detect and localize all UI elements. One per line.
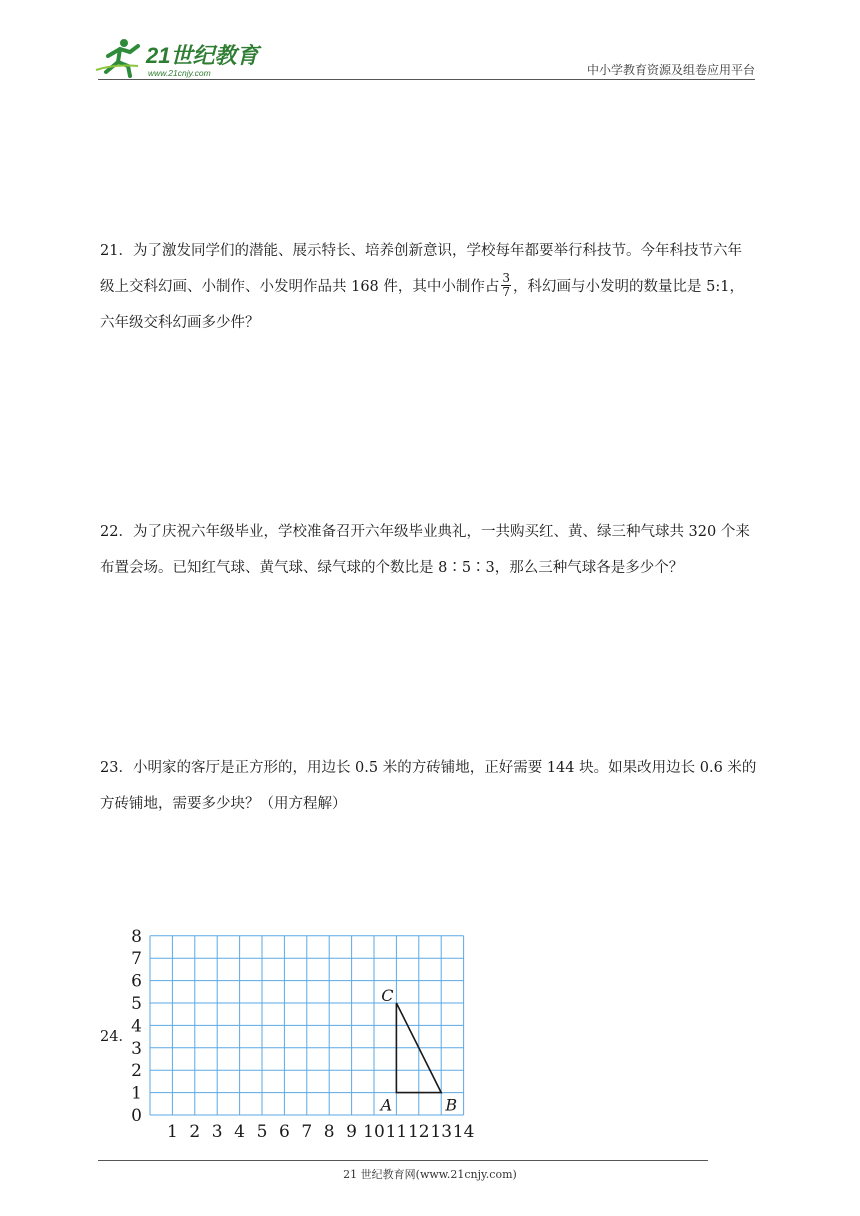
question-23 [100, 750, 765, 822]
q22-line2: 布置会场。已知红气球、黄气球、绿气球的个数比是 8∶5∶3，那么三种气球各是多少个？ [100, 560, 684, 576]
q23-line1: 23．小明家的客厅是正方形的，用边长 0.5 米的方砖铺地，正好需要 144 块。如果改用边长 0.6 米的 [100, 760, 757, 776]
runner-icon [96, 39, 138, 76]
logo-url: www.21cnjy.com [148, 68, 211, 78]
platform-name: 中小学教育资源及组卷应用平台 [586, 63, 755, 77]
x-tick-label: 7 [301, 1122, 313, 1142]
x-tick-label: 1 [166, 1122, 178, 1142]
y-tick-label: 7 [131, 949, 142, 970]
header-divider [98, 79, 755, 80]
y-tick-label: 0 [131, 1106, 142, 1126]
site-logo [94, 36, 264, 80]
x-tick-label: 10 [363, 1122, 385, 1142]
point-label-b: B [445, 1095, 458, 1115]
point-label-a: A [380, 1095, 393, 1115]
x-tick-label: 4 [234, 1122, 246, 1142]
y-tick-label: 2 [131, 1061, 142, 1082]
footer-divider [98, 1160, 708, 1161]
fraction-3-7 [501, 272, 511, 299]
logo-text: 21世纪教育 [146, 43, 259, 68]
x-tick-label: 9 [346, 1122, 358, 1142]
y-tick-label: 8 [131, 926, 142, 947]
q21-line1: 21．为了激发同学们的潜能、展示特长、培养创新意识，学校每年都要举行科技节。今年科技节六年 [100, 243, 742, 259]
x-tick-label: 13 [430, 1122, 453, 1142]
fraction-numerator: 3 [502, 270, 511, 285]
x-tick-label: 14 [452, 1122, 475, 1142]
q22-line1: 22．为了庆祝六年级毕业，学校准备召开六年级毕业典礼，一共购买红、黄、绿三种气球共 320 个来 [100, 524, 750, 540]
x-tick-label: 6 [278, 1122, 290, 1142]
y-tick-label: 4 [131, 1016, 142, 1037]
q21-line2 [100, 269, 765, 305]
q21-line2-post: ，科幻画与小发明的数量比是 5:1， [513, 279, 744, 295]
x-tick-label: 12 [407, 1122, 430, 1142]
y-tick-label: 1 [131, 1083, 142, 1104]
x-tick-label: 3 [211, 1122, 223, 1142]
y-tick-label: 6 [131, 971, 142, 992]
footer-text: 21 世纪教育网(www.21cnjy.com) [343, 1168, 517, 1181]
x-tick-label: 5 [256, 1122, 268, 1142]
coordinate-grid [120, 926, 510, 1142]
q21-line3: 六年级交科幻画多少件？ [100, 315, 260, 331]
x-tick-label: 11 [385, 1122, 408, 1142]
y-tick-label: 5 [131, 994, 142, 1014]
x-tick-label: 2 [189, 1122, 201, 1142]
y-tick-label: 3 [131, 1038, 142, 1059]
question-21 [100, 233, 765, 341]
point-label-c: C [381, 986, 394, 1005]
q21-line2-pre: 级上交科幻画、小制作、小发明作品共 168 件，其中小制作占 [100, 279, 500, 295]
q23-line2: 方砖铺地，需要多少块？（用方程解） [100, 796, 347, 812]
fraction-denominator: 7 [502, 284, 511, 299]
question-22 [100, 514, 765, 586]
x-tick-label: 8 [323, 1122, 335, 1142]
question-24-label: 24． [100, 1029, 133, 1045]
